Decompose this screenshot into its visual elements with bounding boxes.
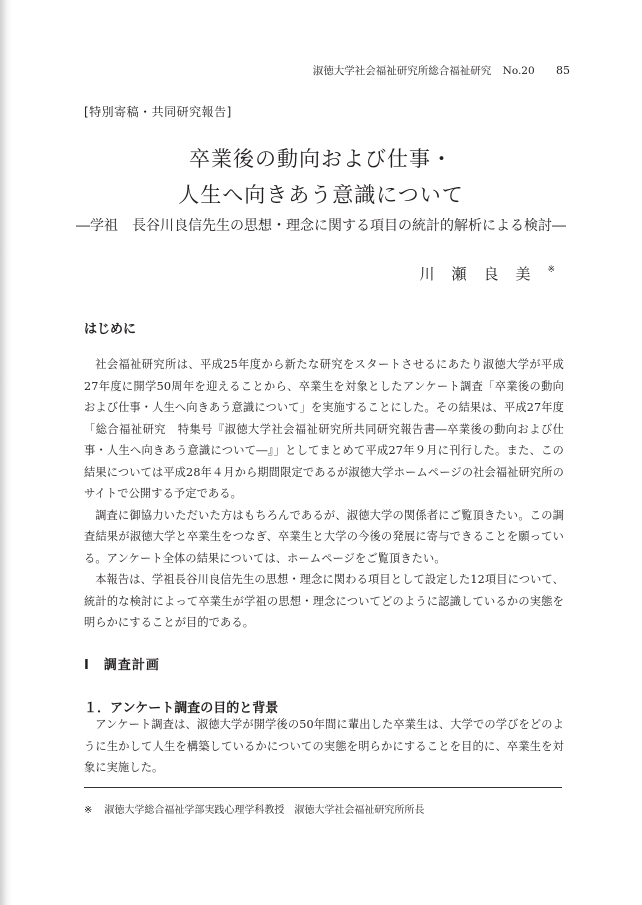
author-footnote-mark: ※ <box>547 265 555 275</box>
section-tag: [特別寄稿・共同研究報告] <box>84 105 232 119</box>
issue-number: No.20 <box>502 65 535 77</box>
intro-heading: はじめに <box>84 322 137 337</box>
author <box>400 263 555 284</box>
footnote-mark: ※ <box>84 805 93 816</box>
subsection1-heading: １．アンケート調査の目的と背景 <box>84 701 279 716</box>
article-title-line1: 卒業後の動向および仕事・ <box>189 147 453 171</box>
subsection1-body <box>84 714 564 779</box>
running-head <box>300 63 570 78</box>
subsection1-paragraph: アンケート調査は、淑徳大学が開学後の50年間に輩出した卒業生は、大学での学びをどのように生かして人生を構築しているかについての実態を明らかにすることを目的に、卒業生を対象に実施した。 <box>84 718 564 774</box>
intro-paragraph: 社会福祉研究所は、平成25年度から新たな研究をスタートさせるにあたり淑徳大学が平成27年度に開学50周年を迎えることから、卒業生を対象としたアンケート調査「卒業後の動向および仕事・人生へ向きあう意識について」を実施することにした。その結果は、平成27年度「総合福祉研究 特集号『淑徳大学社会福祉研究所共同研究報告書―卒業後の動向および仕事・人生へ向きあう意識について―』」としてまとめて平成27年９月に刊行した。また、この結果については平成28年４月から期間限定であるが淑徳大学ホームページの社会福祉研究所のサイトで公開する予定である。 <box>84 358 564 500</box>
footnote-text: 淑徳大学総合福祉学部実践心理学科教授 淑徳大学社会福祉研究所所長 <box>104 805 425 816</box>
intro-paragraph: 調査に御協力いただいた方はもちろんであるが、淑徳大学の関係者にご覧頂きたい。この調査結果が淑徳大学と卒業生をつなぎ、卒業生と大学の今後の発展に寄与できることを願っている。アンケート全体の結果については、ホームページをご覧頂きたい。 <box>84 508 564 565</box>
intro-body <box>84 354 564 634</box>
footnote-rule <box>84 787 562 788</box>
footnote <box>84 801 424 816</box>
author-name: 川瀬良美 <box>419 265 548 283</box>
chapter1-heading: Ⅰ 調査計画 <box>84 658 160 673</box>
article-subtitle: ―学祖 長谷川良信先生の思想・理念に関する項目の統計的解析による検討― <box>76 218 566 234</box>
page-number: 85 <box>556 64 570 77</box>
page-edge-shadow <box>0 0 12 905</box>
article-title-line2: 人生へ向きあう意識について <box>178 183 464 207</box>
intro-paragraph: 本報告は、学祖長谷川良信先生の思想・理念に関わる項目として設定した12項目について、統計的な検討によって卒業生が学祖の思想・理念についてどのように認識しているかの実態を明らかにすることが目的である。 <box>84 573 564 629</box>
journal-name: 淑徳大学社会福祉研究所総合福祉研究 <box>312 65 492 77</box>
